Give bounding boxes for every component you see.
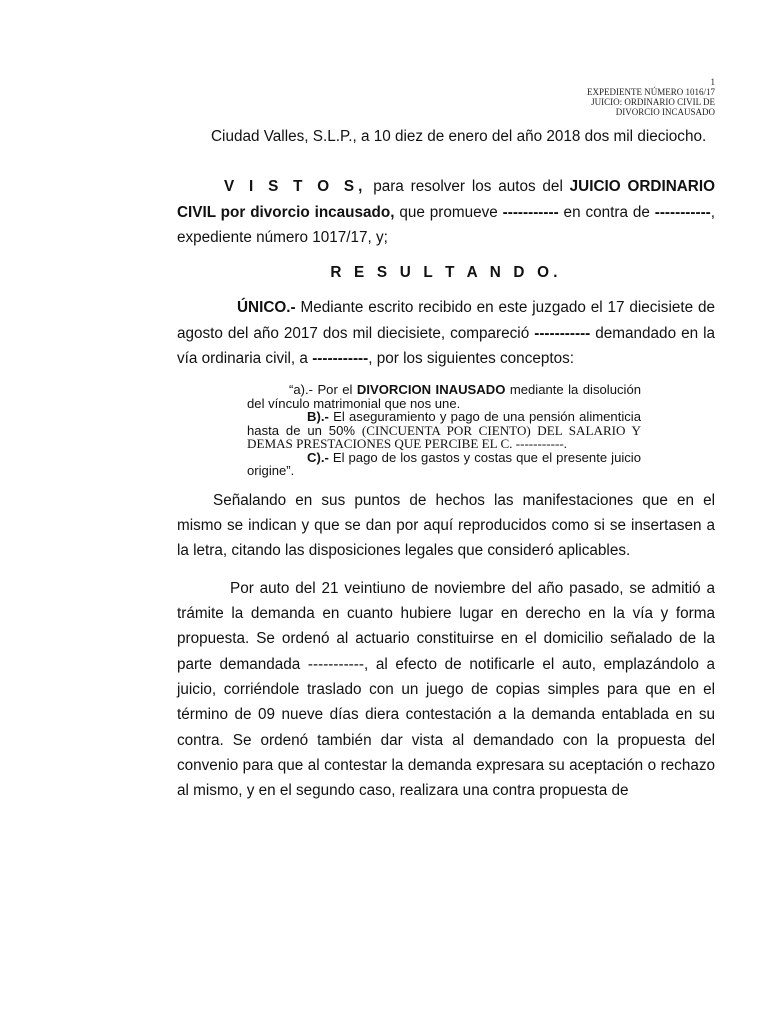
vistos-paragraph: V I S T O S, para resolver los autos del JUICIO ORDINARIO CIVIL por divorcio incausado, que promueve ----------- en contra de -----------, expediente número 1017/17, y; [177, 178, 716, 246]
redacted-name: ----------- [312, 350, 369, 368]
page-number: 1 [710, 77, 715, 87]
page-header [455, 77, 715, 117]
quoted-claims [247, 383, 641, 478]
redacted-name: ----------- [502, 203, 559, 221]
unico-paragraph: ÚNICO.- Mediante escrito recibido en este juzgado el 17 diecisiete de agosto del año 2017 dos mil diecisiete, compareció ----------- demandado en la vía ordinaria civil, a -----------, por los siguientes conceptos: [177, 299, 715, 368]
document-body [177, 124, 715, 803]
claim-a: “a).- Por el DIVORCION INAUSADO mediante la disolución del vínculo matrimonial que nos une. [247, 382, 642, 411]
claim-b: B).- El aseguramiento y pago de una pensión alimenticia hasta de un 50% (CINCUENTA POR CIENTO) DEL SALARIO Y DEMAS PRESTACIONES QUE PERCIBE EL C. -----------. [247, 409, 641, 452]
opening-paragraph: Ciudad Valles, S.L.P., a 10 diez de enero del año 2018 dos mil dieciocho. [211, 128, 707, 145]
por-auto-paragraph: Por auto del 21 veintiuno de noviembre del año pasado, se admitió a trámite la demanda en cuanto hubiere lugar en derecho en la vía y forma propuesta. Se ordenó al actuario constituirse en el domicilio señalado de la parte demandada -----------, al efecto de notificarle el auto, emplazándolo a juicio, corriéndole traslado con un juego de copias simples para que en el término de 09 nueve días diera contestación a la demanda entablada en su contra. Se ordenó también dar vista al demandado con la propuesta del convenio para que al contestar la demanda expresara su aceptación o rechazo al mismo, y en el segundo caso, realizara una contra propuesta de [177, 579, 715, 800]
redacted-name: ----------- [534, 324, 591, 342]
redacted-name: ----------- [654, 203, 711, 221]
expediente-number: EXPEDIENTE NÚMERO 1016/17 [587, 87, 715, 97]
resultando-heading: R E S U L T A N D O. [330, 264, 562, 282]
vistos-heading: V I S T O S, [224, 178, 367, 196]
juicio-type-line2: DIVORCIO INCAUSADO [615, 107, 715, 117]
senalando-paragraph: Señalando en sus puntos de hechos las manifestaciones que en el mismo se indican y que se dan por aquí reproducidos como si se insertasen a la letra, citando las disposiciones legales que consideró aplicables. [177, 491, 715, 560]
juicio-name: JUICIO ORDINARIO CIVIL por divorcio incausado, [177, 178, 715, 221]
unico-label: ÚNICO.- [237, 299, 296, 317]
claim-c: C).- El pago de los gastos y costas que el presente juicio origine”. [247, 449, 641, 479]
juicio-type-line1: JUICIO: ORDINARIO CIVIL DE [591, 97, 715, 107]
